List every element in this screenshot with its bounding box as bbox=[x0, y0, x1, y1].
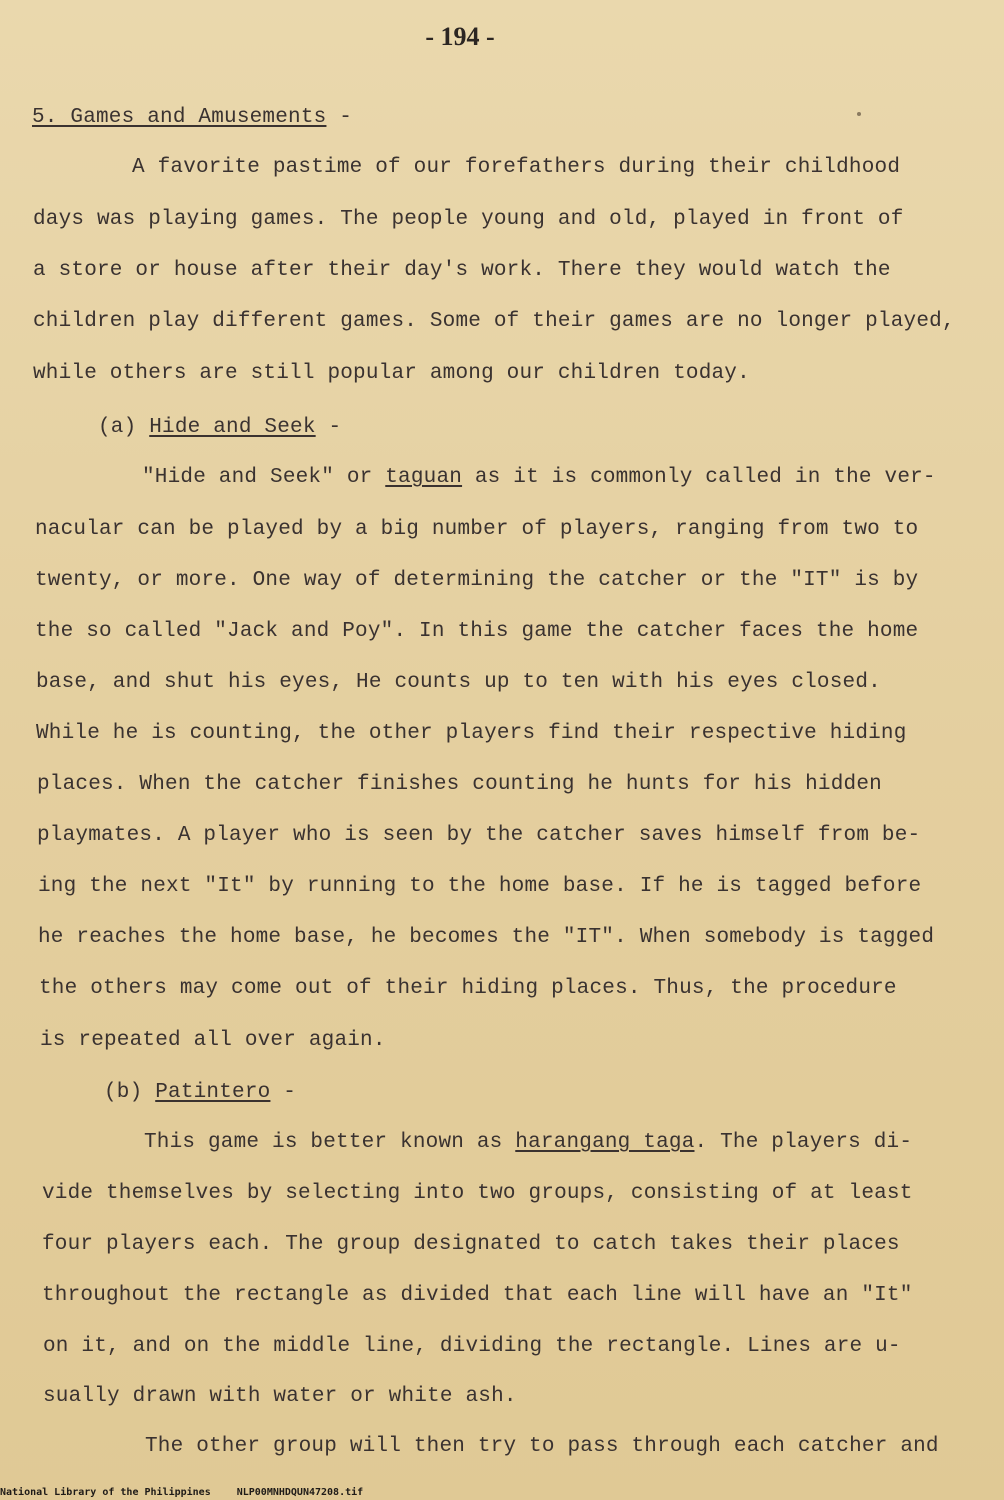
subsection-heading-patintero bbox=[104, 1081, 296, 1104]
scan-footer bbox=[0, 1487, 363, 1498]
subsection-heading-hide-and-seek bbox=[98, 416, 341, 439]
patintero-line-2: vide themselves by selecting into two groups, consisting of at least bbox=[42, 1182, 913, 1205]
page-number: - 194 - bbox=[425, 22, 495, 51]
hide-and-seek-line-9: ing the next "It" by running to the home base. If he is tagged before bbox=[38, 875, 922, 898]
hide-and-seek-line-6: While he is counting, the other players find their respective hiding bbox=[36, 722, 907, 745]
hide-and-seek-line-2: nacular can be played by a big number of players, ranging from two to bbox=[35, 518, 919, 541]
hide-and-seek-line-7: places. When the catcher finishes counting he hunts for his hidden bbox=[37, 773, 882, 796]
hide-and-seek-line-1 bbox=[142, 466, 936, 489]
term-taguan: taguan bbox=[385, 466, 463, 489]
subsection-title: Patintero bbox=[155, 1081, 271, 1104]
subsection-label: (a) bbox=[98, 416, 150, 439]
patintero-line-1 bbox=[144, 1131, 912, 1154]
subsection-dash: - bbox=[315, 416, 342, 439]
patintero-line-6: sually drawn with water or white ash. bbox=[43, 1385, 517, 1408]
section-heading-title: 5. Games and Amusements bbox=[32, 106, 327, 129]
hide-and-seek-line-4: the so called "Jack and Poy". In this game the catcher faces the home bbox=[35, 620, 919, 643]
subsection-label: (b) bbox=[104, 1081, 156, 1104]
patintero-line-5: on it, and on the middle line, dividing the rectangle. Lines are u- bbox=[43, 1335, 901, 1358]
patintero-line-3: four players each. The group designated to catch takes their places bbox=[42, 1233, 900, 1256]
line-text: . The players di- bbox=[694, 1131, 913, 1154]
intro-line-3: a store or house after their day's work. There they would watch the bbox=[33, 259, 891, 282]
hide-and-seek-line-11: the others may come out of their hiding places. Thus, the procedure bbox=[39, 977, 897, 1000]
term-harangang-taga: harangang taga bbox=[515, 1131, 695, 1154]
intro-line-5: while others are still popular among our children today. bbox=[33, 362, 750, 385]
hide-and-seek-line-3: twenty, or more. One way of determining the catcher or the "IT" is by bbox=[35, 569, 919, 592]
line-text: This game is better known as bbox=[144, 1131, 516, 1154]
footer-library: National Library of the Philippines bbox=[0, 1487, 211, 1498]
intro-line-2: days was playing games. The people young and old, played in front of bbox=[33, 208, 904, 231]
patintero-last-paragraph: The other group will then try to pass through each catcher and bbox=[145, 1435, 939, 1458]
hide-and-seek-line-10: he reaches the home base, he becomes the "IT". When somebody is tagged bbox=[38, 926, 935, 949]
intro-line-1: A favorite pastime of our forefathers during their childhood bbox=[132, 156, 901, 179]
line-text: as it is commonly called in the ver- bbox=[462, 466, 936, 489]
scan-speck bbox=[857, 112, 861, 116]
footer-file-id: NLP00MNHDQUN47208.tif bbox=[236, 1487, 364, 1498]
hide-and-seek-line-5: base, and shut his eyes, He counts up to ten with his eyes closed. bbox=[36, 671, 881, 694]
section-heading bbox=[32, 106, 352, 129]
hide-and-seek-line-12: is repeated all over again. bbox=[40, 1029, 386, 1052]
subsection-title: Hide and Seek bbox=[149, 416, 316, 439]
hide-and-seek-line-8: playmates. A player who is seen by the catcher saves himself from be- bbox=[37, 824, 921, 847]
subsection-dash: - bbox=[270, 1081, 297, 1104]
patintero-line-4: throughout the rectangle as divided that each line will have an "It" bbox=[42, 1284, 913, 1307]
line-text: "Hide and Seek" or bbox=[142, 466, 386, 489]
section-heading-dash: - bbox=[326, 106, 353, 129]
intro-line-4: children play different games. Some of their games are no longer played, bbox=[33, 310, 955, 333]
